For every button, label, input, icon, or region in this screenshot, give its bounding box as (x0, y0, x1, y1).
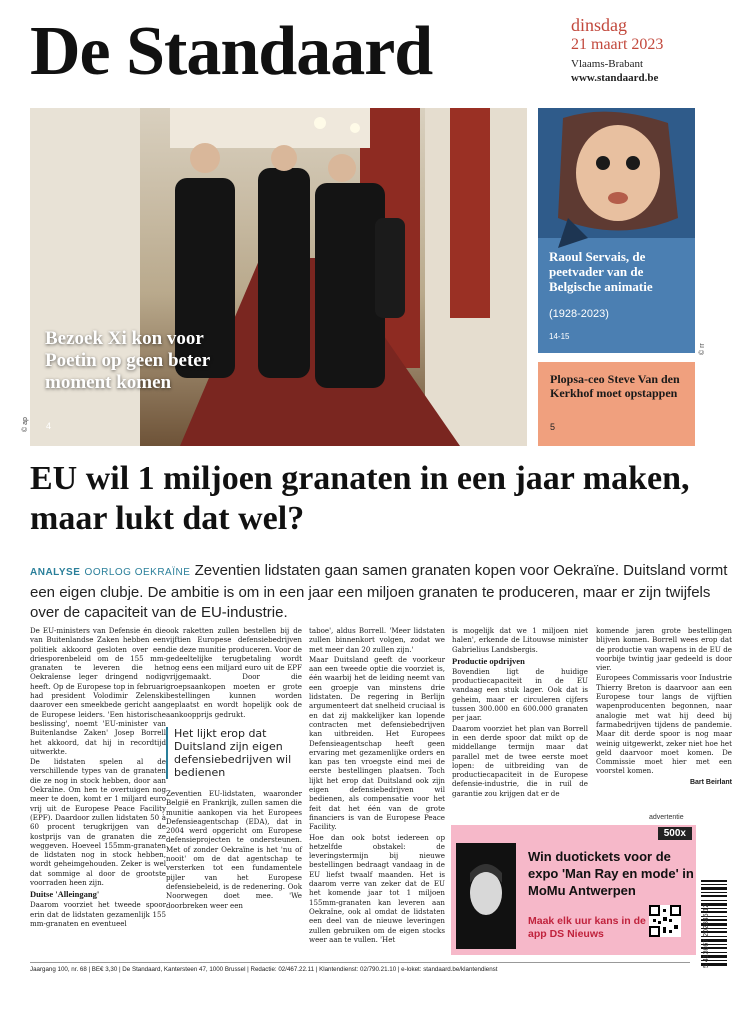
masthead-region: Vlaams-Brabant (571, 58, 644, 70)
paragraph: Maar Duitsland geeft de voorkeur aan een tweede optie die voorziet is, één waarbij het de leiding neemt van een groepje van minstens drie lidstaten. De regering in Berlijn argumenteert dat snelheid cruciaal is en dat zij makkelijker kan lopende contracten met defensiebedrijven kan uitbreiden. Het Europees Defensieagentschap heeft geen ervaring met gezamenlijke orders en kan pas ten vroegste eind mei de eerste bestellingen plaatsen. Toch lijkt het erop dat Duitsland ook zijn eigen defensiebedrijven wil bedienen, als compensatie voor het feit dat het één van de grote financiers is van de Europese Peace Facility. (309, 654, 445, 832)
advertisement[interactable] (451, 825, 696, 955)
qr-code-icon[interactable] (649, 905, 681, 937)
photo-hallway-illustration (30, 108, 527, 446)
ad-headline: Win duotickets voor de expo 'Man Ray en mode' in MoMu Antwerpen (528, 849, 694, 898)
paragraph: Daarom voorziet het tweede spoor erin dat de lidstaten gezamenlijk 155 mm-granaten en eventueel (30, 900, 166, 928)
article-column-5 (596, 626, 732, 787)
teaser-servais-page: 14-15 (549, 332, 570, 341)
kicker-topic[interactable]: OORLOG OEKRAÏNE (84, 567, 191, 578)
article-column-2 (166, 626, 302, 911)
art-credit: © rr (699, 343, 706, 355)
paragraph: ook raketten zullen bestellen bij de vijftien Europese defensiebedrijven die deze munitie produceren. Voor de gedeeltelijke terugbetaling wordt nog eens een miljard euro uit de EPF vrijgemaakt. Door die groepsaankopen moeten er grote bestellingen kunnen worden geplaatst en wordt hopelijk ook de aankoopprijs gedrukt. (166, 626, 302, 719)
ad-badge: 500x (658, 827, 692, 840)
footer-imprint: Jaargang 100, nr. 68 | BE€ 3,30 | De Standaard, Kantersteen 47, 1000 Brussel | Redactie: 02/467.22.11 | Klantendienst: 02/790.21.10 | e-loket: standaard.be/klantendienst (30, 962, 690, 973)
lead-photo-caption[interactable]: Bezoek Xi kon voor Poetin op geen beter moment komen (45, 328, 210, 393)
teaser-servais-years: (1928-2023) (549, 308, 609, 320)
kicker-type: ANALYSE (30, 567, 81, 578)
paragraph: De EU-ministers van Defensie én die van Buitenlandse Zaken hebben een politiek akkoord gesloten over een driesporenbeleid om de 155 mm-granaten te leveren die het Oekraïense leger dringend nodig heeft. Op de Europese top in februari had president Volodimir Zelenski daarover een smeekbede gericht aan de Europese leiders. 'Een historische beslissing', noemt 'EU-minister van Buitenlandse Zaken' Josep Borrell het akkoord, dat hij in recordtijd uitwerkte. (30, 626, 166, 756)
article-intro (30, 561, 730, 623)
paragraph: Daarom voorziet het plan van Borrell in een derde spoor dat mikt op de middellange termijn maar dat parallel met de twee eerste moet lopen: de uitbreiding van de productiecapaciteit in de Europese defensie-industrie, die in ruil de garantie zou krijgen dat er de (452, 723, 588, 798)
teaser-plopsa-text: Plopsa-ceo Steve Van den Kerkhof moet opstappen (550, 372, 680, 400)
newspaper-logo[interactable]: De Standaard (30, 13, 433, 90)
paragraph: Bovendien ligt de huidige productiecapaciteit in de EU vandaag een stuk lager. Ook dat is geheim, maar er circuleren cijfers tussen 300.000 en 600.000 granaten per jaar. (452, 666, 588, 723)
paragraph: Europees Commissaris voor Industrie Thierry Breton is daarvoor aan een Europese tour langs de vijftien wapenproducenten begonnen, naar analogie met wat hij deed bij farmabedrijven tijdens de pandemie. Maar dit derde spoor is nog maar weinig uitgewerkt, zeker niet hoe het geld daarvoor moet komen. De Commissie moet hier met een voorstel komen. (596, 673, 732, 776)
main-headline[interactable]: EU wil 1 miljoen granaten in een jaar maken, maar lukt dat wel? (30, 460, 690, 537)
paragraph: komende jaren grote bestellingen blijven komen. Borrell wees erop dat de productie van wapens in de EU de voorbije twintig jaar gedeeld is door vier. (596, 626, 732, 673)
masthead-meta (571, 16, 746, 85)
lead-photo-page: 4 (46, 421, 52, 431)
pull-quote: Het lijkt erop dat Duitsland zijn eigen defensiebedrijven wil bedienen (166, 727, 302, 779)
ad-label: advertentie (649, 814, 684, 821)
paragraph: is mogelijk dat we 1 miljoen niet halen', erkende de Litouwse minister Gabrielius Landsbergis. (452, 626, 588, 654)
teaser-plopsa-page: 5 (550, 422, 556, 432)
subhead: Productie opdrijven (452, 655, 525, 666)
teaser-servais[interactable] (538, 108, 695, 353)
article-column-1 (30, 626, 166, 929)
paragraph: Zeventien EU-lidstaten, waaronder België en Frankrijk, zullen samen die munitie aankopen via het Europees Defensieagentschap (EDA), dat in 2004 werd opgericht om Europese defensieprojecten te ondersteunen. Met of zonder Oekraïne is het 'nu of nooit' om de dat agentschap te versterken tot een fundamentele pijler van het Europese defensiebeleid, is de redenering. Ook Noorwegen doet mee. 'We doorbreken weer een (166, 788, 302, 910)
masthead-date: 21 maart 2023 (571, 36, 664, 53)
lead-photo[interactable] (30, 108, 527, 446)
article-column-4 (452, 626, 588, 799)
paragraph: taboe', aldus Borrell. 'Meer lidstaten zullen binnenkort volgen, zodat we met meer dan 20 zullen zijn.' (309, 626, 445, 654)
barcode-number: 5 413667 202846 12 (703, 903, 710, 968)
paragraph: De lidstaten spelen al de verschillende types van de granaten die ze nog in stock hebben, door aan Oekraïne. Om hen te overtuigen nog meer te doen, komt er 1 miljard euro vrij uit de Europese Peace Facility (EPF). Daardoor zullen lidstaten 50 à 60 procent terugkrijgen van de kostprijs van de granaten die ze weggeven. Hoeveel 155mm-granaten de lidstaten nog in stock hebben, wordt geheimgehouden. Zeker is wel dat sommige al door de grootste voorraden heen zijn. (30, 757, 166, 888)
author-signature: Bart Beirlant (689, 778, 732, 786)
man-ray-photo-icon (456, 843, 516, 949)
teaser-plopsa[interactable] (538, 362, 695, 446)
teaser-servais-text: Raoul Servais, de peetvader van de Belgische animatie (549, 249, 653, 294)
ad-cta[interactable]: Maak elk uur kans in de app DS Nieuws (528, 915, 646, 940)
subhead: Duitse 'Alleingang' (30, 889, 100, 900)
photo-credit: © ap (22, 417, 29, 432)
intro-text: Zeventien lidstaten gaan samen granaten kopen voor Oekraïne. Duitsland vormt een eigen clubje. De ambitie is om in een jaar een miljoen granaten te produceren, maar er zijn twijfels over de capaciteit van de EU-industrie. (30, 562, 728, 621)
masthead-day: dinsdag (571, 15, 627, 35)
article-column-3 (309, 626, 445, 945)
paragraph: Hoe dan ook botst iedereen op hetzelfde obstakel: de leveringstermijn bij nieuwe bestellingen bedraagt vandaag in de EU liefst twaalf maanden. Het is daarom verre van zeker dat de EU het komende jaar tot 1 miljoen 155mm-granaten kan leveren aan Oekraïne, ook al omdat de lidstaten een deel van de nieuwe leveringen zullen gebruiken om de eigen stocks weer aan te vullen. 'Het (309, 832, 445, 944)
ad-photo (456, 843, 516, 949)
masthead-url[interactable]: www.standaard.be (571, 72, 659, 84)
